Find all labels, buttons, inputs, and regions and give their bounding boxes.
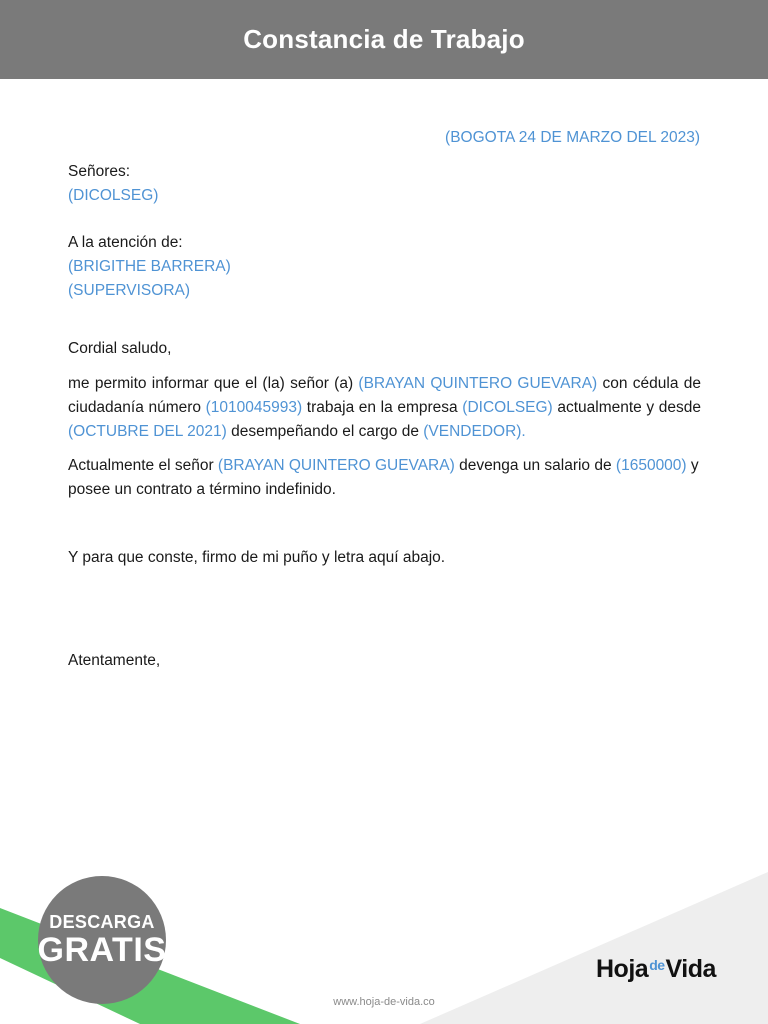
- addressee-block: [68, 160, 701, 208]
- badge-label-bottom: GRATIS: [37, 931, 167, 969]
- p1-position: (VENDEDOR).: [423, 423, 526, 440]
- p2-text-3: y posee un contrato a término indefinido.: [68, 457, 699, 498]
- p1-employee-name: (BRAYAN QUINTERO GUEVARA): [358, 375, 598, 392]
- attention-role: (SUPERVISORA): [68, 282, 191, 299]
- signoff: Atentamente,: [68, 652, 161, 669]
- p1-company: (DICOLSEG): [462, 399, 553, 416]
- logo-text-left: Hoja: [596, 955, 649, 983]
- p1-text-3: trabaja en la empresa: [302, 399, 463, 416]
- p1-start-date: (OCTUBRE DEL 2021): [68, 423, 227, 440]
- p1-id-number: (1010045993): [205, 399, 303, 416]
- website-url[interactable]: www.hoja-de-vida.co: [333, 996, 435, 1008]
- closing-line: Y para que conste, firmo de mi puño y letra aquí abajo.: [68, 549, 446, 566]
- p1-text-2: con cédula de ciudadanía número: [68, 375, 701, 416]
- addressee-company: (DICOLSEG): [68, 187, 159, 204]
- addressee-label: Señores:: [68, 163, 131, 180]
- p2-salary: (1650000): [615, 457, 687, 474]
- hoja-de-vida-logo: [596, 955, 716, 984]
- download-free-badge[interactable]: [38, 876, 166, 1004]
- page-title: Constancia de Trabajo: [243, 24, 525, 54]
- attention-block: [68, 231, 701, 303]
- attention-name: (BRIGITHE BARRERA): [68, 258, 231, 275]
- logo-text-mid: de: [649, 956, 665, 973]
- salary-paragraph: [68, 454, 701, 502]
- p1-text-4: actualmente y desde: [552, 399, 701, 416]
- p1-text-5: desempeñando el cargo de: [226, 423, 424, 440]
- p2-text-2: devenga un salario de: [454, 457, 616, 474]
- logo-text-right: Vida: [665, 955, 716, 983]
- greeting: Cordial saludo,: [68, 340, 172, 357]
- p2-employee-name: (BRAYAN QUINTERO GUEVARA): [217, 457, 455, 474]
- employment-paragraph: [68, 372, 701, 444]
- badge-label-top: DESCARGA: [49, 912, 155, 932]
- document-date: (BOGOTA 24 DE MARZO DEL 2023): [445, 129, 700, 146]
- p2-text-1: Actualmente el señor: [68, 457, 218, 474]
- attention-label: A la atención de:: [68, 234, 183, 251]
- p1-text-1: me permito informar que el (la) señor (a): [68, 375, 359, 392]
- header-bar: [0, 0, 768, 79]
